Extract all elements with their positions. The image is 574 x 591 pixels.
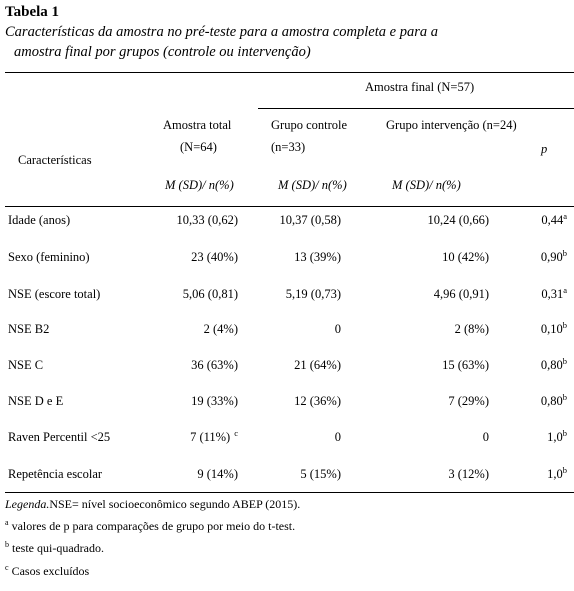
note-b-text: teste qui-quadrado. bbox=[12, 541, 104, 555]
cell-control: 5 (15%) bbox=[300, 467, 341, 481]
bottom-rule bbox=[5, 492, 574, 493]
cell-p bbox=[540, 247, 567, 265]
cell-p-value: 1,0 bbox=[547, 467, 563, 481]
cell-p bbox=[547, 427, 567, 445]
cell-total-value: 5,06 (0,81) bbox=[182, 287, 238, 301]
cell-control: 0 bbox=[334, 322, 341, 336]
note-c-text: Casos excluídos bbox=[11, 564, 90, 578]
row-label: NSE C bbox=[8, 358, 44, 372]
cell-total bbox=[177, 213, 238, 228]
cell-intervention: 15 (63%) bbox=[442, 358, 489, 372]
header-rule bbox=[5, 206, 574, 207]
row-label: Raven Percentil <25 bbox=[8, 430, 111, 444]
cell-intervention: 4,96 (0,91) bbox=[433, 287, 489, 301]
cell-total bbox=[191, 250, 238, 265]
cell-control: 13 (39%) bbox=[294, 250, 341, 264]
cell-total-value: 2 (4%) bbox=[203, 322, 238, 336]
cell-p-value: 1,0 bbox=[547, 430, 563, 444]
footnote-mark: b bbox=[562, 355, 567, 366]
col-header-intervention: Grupo intervenção (n=24) bbox=[386, 118, 517, 132]
cell-p-value: 0,44 bbox=[541, 213, 564, 227]
footnote-mark: b bbox=[562, 247, 567, 258]
cell-control: 0 bbox=[334, 430, 341, 444]
footnote-mark: c bbox=[234, 427, 238, 438]
cell-total bbox=[183, 287, 238, 302]
note-b bbox=[5, 541, 104, 556]
footnote-mark: b bbox=[562, 427, 567, 438]
cell-control: 21 (64%) bbox=[294, 358, 341, 372]
note-a-mark: a bbox=[5, 518, 9, 527]
cell-total-value: 23 (40%) bbox=[191, 250, 238, 264]
table-label: Tabela 1 bbox=[5, 4, 60, 20]
top-rule bbox=[5, 72, 574, 73]
row-label: Sexo (feminino) bbox=[8, 250, 90, 264]
col-header-p: p bbox=[541, 142, 548, 156]
cell-intervention: 10,24 (0,66) bbox=[427, 213, 489, 227]
note-b-mark: b bbox=[5, 540, 9, 549]
footnote-mark: b bbox=[562, 319, 567, 330]
cell-intervention: 10 (42%) bbox=[442, 250, 489, 264]
cell-intervention: 3 (12%) bbox=[448, 467, 489, 481]
cell-p bbox=[540, 355, 567, 373]
col-header-control-line2: (n=33) bbox=[271, 140, 306, 154]
group-header-rule bbox=[258, 108, 574, 109]
note-a bbox=[5, 519, 295, 534]
cell-total bbox=[190, 427, 238, 445]
cell-total-value: 36 (63%) bbox=[191, 358, 238, 372]
cell-p bbox=[541, 210, 567, 228]
col-header-control-line1: Grupo controle bbox=[271, 118, 348, 132]
cell-control: 5,19 (0,73) bbox=[285, 287, 341, 301]
subheader-control: M (SD)/ n(%) bbox=[278, 178, 347, 192]
cell-p bbox=[541, 284, 567, 302]
footnote-mark: a bbox=[563, 210, 567, 221]
cell-p-value: 0,31 bbox=[541, 287, 564, 301]
note-c bbox=[5, 564, 89, 579]
cell-p bbox=[540, 391, 567, 409]
footnote-mark: b bbox=[562, 391, 567, 402]
cell-total-value: 19 (33%) bbox=[191, 394, 238, 408]
subheader-total: M (SD)/ n(%) bbox=[165, 178, 234, 192]
cell-intervention: 2 (8%) bbox=[454, 322, 489, 336]
cell-total-value: 7 (11%) bbox=[190, 430, 231, 444]
table-caption-line1: Características da amostra no pré-teste para a amostra completa e para a bbox=[5, 24, 438, 40]
cell-p-value: 0,80 bbox=[540, 394, 563, 408]
cell-p-value: 0,80 bbox=[540, 358, 563, 372]
group-header: Amostra final (N=57) bbox=[365, 80, 475, 94]
legend-text: NSE= nível socioeconômico segundo ABEP (2015). bbox=[49, 497, 301, 511]
row-label: Idade (anos) bbox=[8, 213, 71, 227]
cell-p-value: 0,10 bbox=[540, 322, 563, 336]
note-a-text: valores de p para comparações de grupo por meio do t-test. bbox=[11, 519, 296, 533]
table-caption-line2: amostra final por grupos (controle ou intervenção) bbox=[14, 44, 311, 60]
footnote-mark: a bbox=[563, 284, 567, 295]
cell-total-value: 10,33 (0,62) bbox=[176, 213, 238, 227]
cell-p bbox=[540, 319, 567, 337]
footnote-mark: b bbox=[562, 464, 567, 475]
col-header-total-line2: (N=64) bbox=[180, 140, 217, 154]
legend-note bbox=[5, 497, 300, 512]
col-header-characteristics: Características bbox=[18, 153, 92, 167]
legend-label: Legenda. bbox=[5, 497, 50, 511]
cell-total bbox=[191, 358, 238, 373]
cell-control: 12 (36%) bbox=[294, 394, 341, 408]
cell-total bbox=[197, 467, 238, 482]
cell-p-value: 0,90 bbox=[540, 250, 563, 264]
row-label: NSE (escore total) bbox=[8, 287, 101, 301]
cell-intervention: 0 bbox=[482, 430, 489, 444]
row-label: Repetência escolar bbox=[8, 467, 103, 481]
cell-total bbox=[191, 394, 238, 409]
cell-total-value: 9 (14%) bbox=[197, 467, 238, 481]
cell-p bbox=[547, 464, 567, 482]
col-header-total-line1: Amostra total bbox=[163, 118, 232, 132]
row-label: NSE B2 bbox=[8, 322, 50, 336]
row-label: NSE D e E bbox=[8, 394, 64, 408]
subheader-intervention: M (SD)/ n(%) bbox=[392, 178, 461, 192]
note-c-mark: c bbox=[5, 563, 9, 572]
cell-total bbox=[204, 322, 238, 337]
cell-control: 10,37 (0,58) bbox=[279, 213, 341, 227]
cell-intervention: 7 (29%) bbox=[448, 394, 489, 408]
